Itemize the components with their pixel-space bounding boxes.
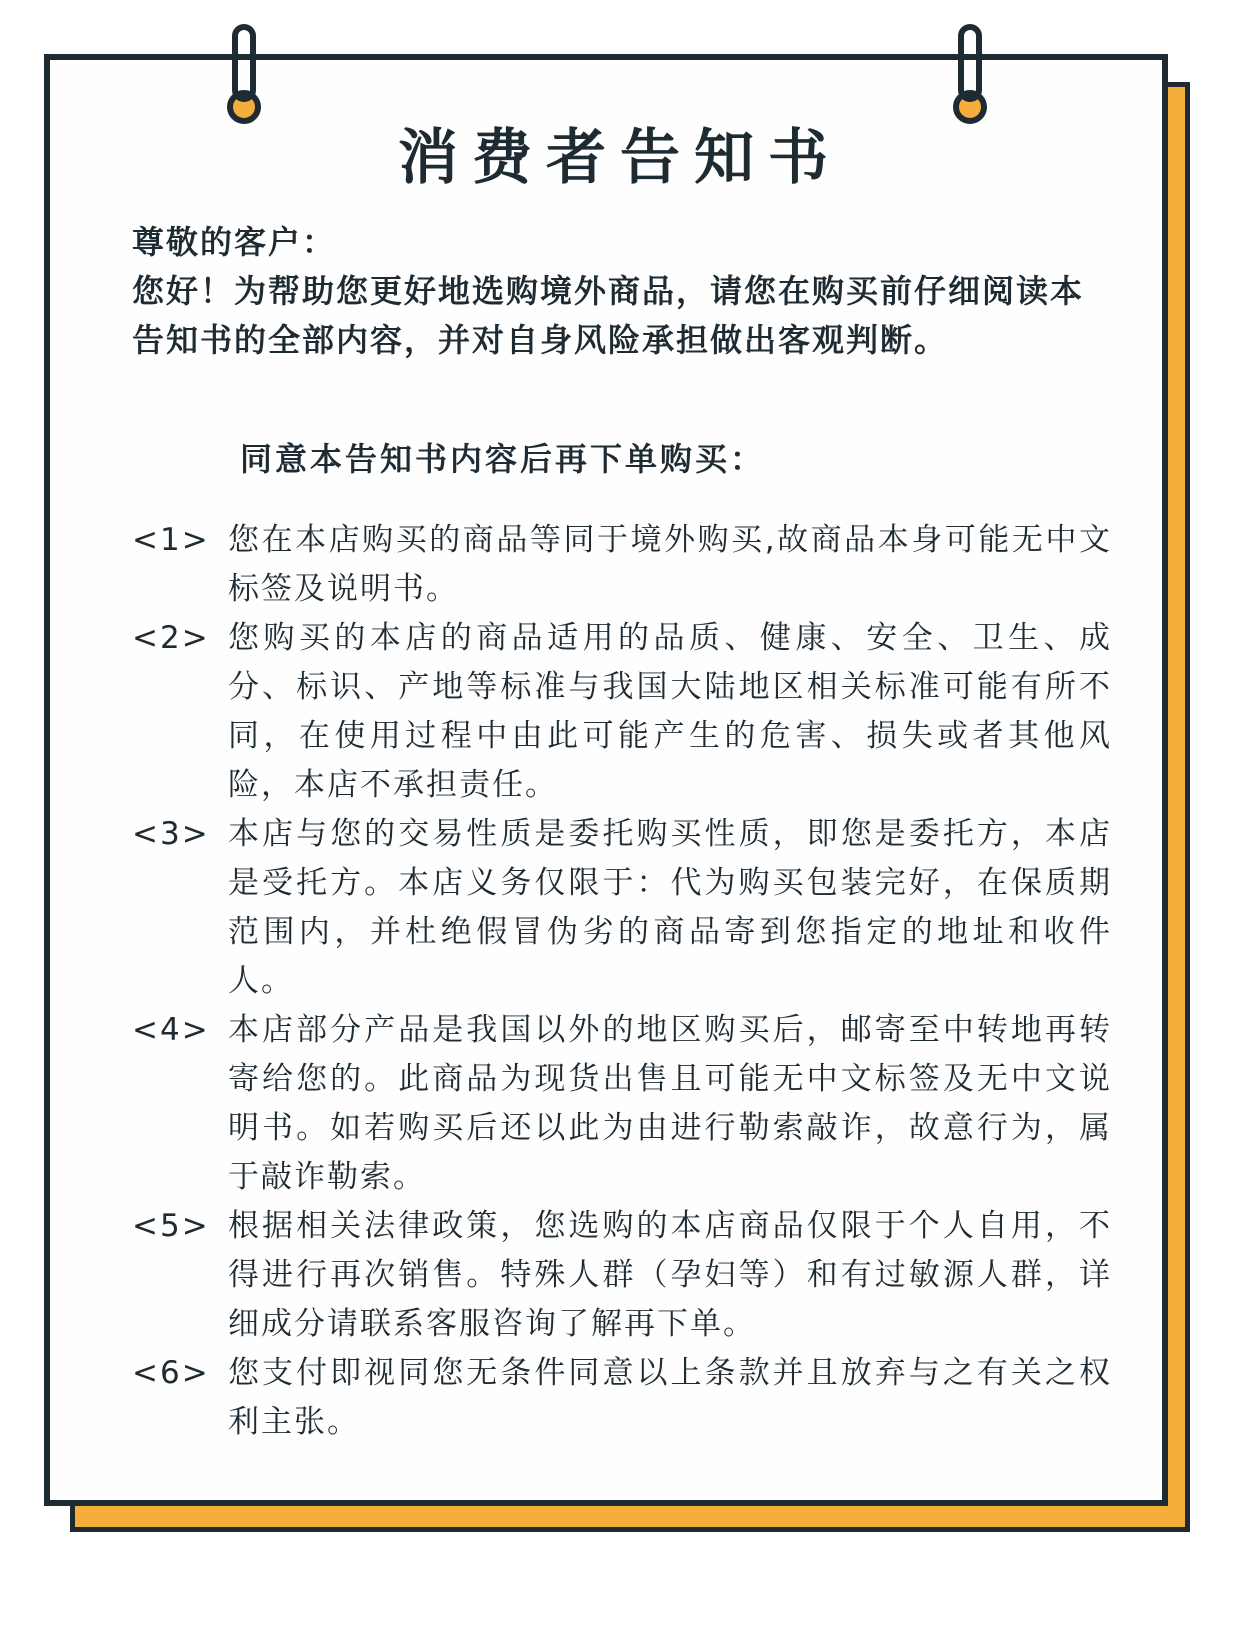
list-item: [132, 1349, 1112, 1447]
list-item: [132, 516, 1112, 614]
item-text: 您购买的本店的商品适用的品质、健康、安全、卫生、成分、标识、产地等标准与我国大陆地区相关标准可能有所不同，在使用过程中由此可能产生的危害、损失或者其他风险，本店不承担责任。: [228, 620, 1112, 803]
intro-block: [132, 218, 1092, 365]
item-number: <5>: [132, 1208, 210, 1244]
item-number: <3>: [132, 816, 210, 852]
binder-ring-right-icon: [958, 24, 982, 102]
item-number: <4>: [132, 1012, 210, 1048]
page-title: 消费者告知书: [398, 123, 842, 193]
item-text: 您支付即视同您无条件同意以上条款并且放弃与之有关之权利主张。: [228, 1355, 1112, 1440]
list-item: [132, 810, 1112, 1006]
greeting: 尊敬的客户：: [132, 223, 337, 261]
item-number: <2>: [132, 620, 210, 656]
item-text: 本店与您的交易性质是委托购买性质，即您是委托方，本店是受托方。本店义务仅限于：代为购买包装完好，在保质期范围内，并杜绝假冒伪劣的商品寄到您指定的地址和收件人。: [228, 816, 1112, 999]
item-text: 根据相关法律政策，您选购的本店商品仅限于个人自用，不得进行再次销售。特殊人群（孕妇等）和有过敏源人群，详细成分请联系客服咨询了解再下单。: [228, 1208, 1112, 1342]
list-item: [132, 1202, 1112, 1349]
terms-list: [132, 516, 1112, 1447]
list-item: [132, 614, 1112, 810]
item-number: <6>: [132, 1355, 210, 1391]
item-text: 您在本店购买的商品等同于境外购买,故商品本身可能无中文标签及说明书。: [228, 522, 1112, 607]
binder-ring-left-icon: [232, 24, 256, 102]
item-number: <1>: [132, 522, 210, 558]
item-text: 本店部分产品是我国以外的地区购买后，邮寄至中转地再转寄给您的。此商品为现货出售且可能无中文标签及无中文说明书。如若购买后还以此为由进行勒索敲诈，故意行为，属于敲诈勒索。: [228, 1012, 1112, 1195]
intro-text: 您好！为帮助您更好地选购境外商品，请您在购买前仔细阅读本告知书的全部内容，并对自身风险承担做出客观判断。: [132, 272, 1085, 359]
list-item: [132, 1006, 1112, 1202]
subheading: 同意本告知书内容后再下单购买：: [240, 440, 766, 478]
